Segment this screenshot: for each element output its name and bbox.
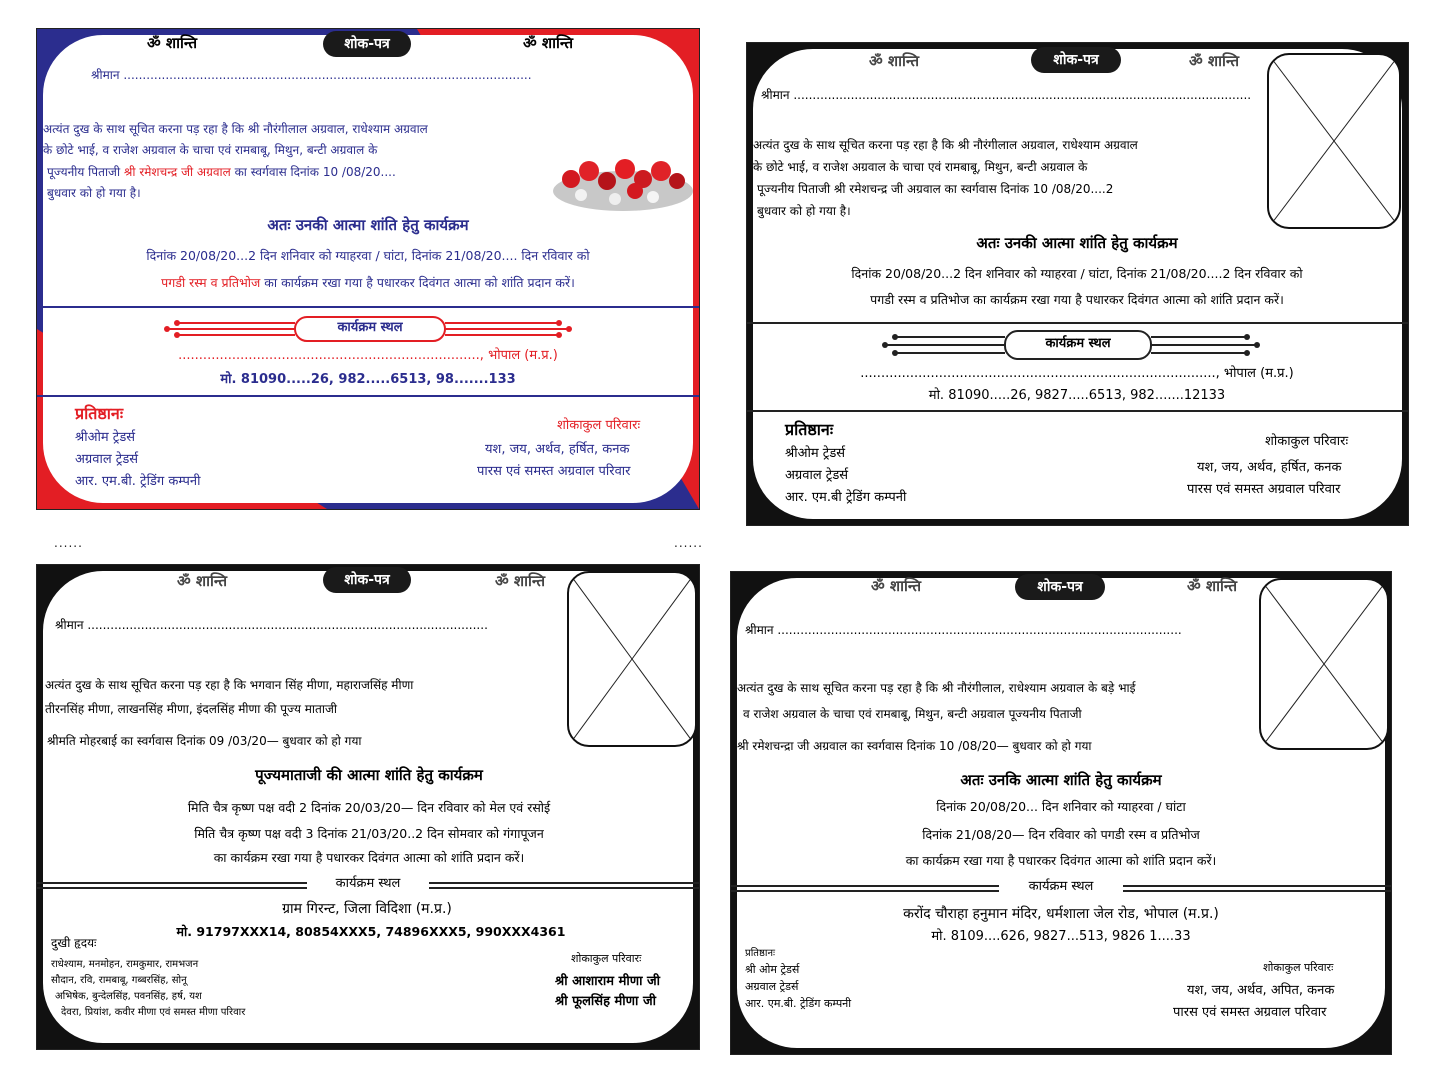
- card-1-decor: [37, 29, 699, 509]
- message-line-1: अत्यंत दुख के साथ सूचित करना पड़ रहा है कि श्री नौरंगीलाल अग्रवाल, राधेश्याम अग्रवाल: [43, 122, 428, 136]
- program-line-1: दिनांक 20/08/20... दिन शनिवार को ग्याहरवा / घांटा: [936, 799, 1186, 814]
- venue-address: ........................................................................., भोपाल (म.प्र.): [178, 348, 558, 363]
- photo-cross-icon: [569, 573, 695, 745]
- shriman-line: श्रीमान ...........................................................................................................: [91, 68, 532, 82]
- program-heading: अतः उनकी आत्मा शांति हेतु कार्यक्रम: [267, 216, 469, 234]
- establishments-title: प्रतिष्ठानः: [745, 948, 776, 959]
- family-title: शोकाकुल परिवारः: [571, 952, 642, 965]
- mourners-title: दुखी हृदयः: [51, 936, 97, 950]
- message-line-2: तीरनसिंह मीणा, लाखनसिंह मीणा, इंदलसिंह मीणा की पूज्य माताजी: [45, 702, 337, 716]
- mourner-line: देवरा, प्रियांश, कवीर मीणा एवं समस्त मीणा परिवार: [61, 1007, 246, 1018]
- establishment-item: आर. एम.बी. ट्रेडिंग कम्पनी: [75, 474, 201, 489]
- card-1: [36, 28, 700, 510]
- program-line-1: मिति चैत्र कृष्ण पक्ष वदी 2 दिनांक 20/03/20— दिन रविवार को मेल एवं रसोई: [187, 800, 551, 815]
- om-shanti-right: ॐ शान्ति: [1189, 52, 1240, 70]
- family-member: पारस एवं समस्त अग्रवाल परिवार: [1173, 1005, 1327, 1020]
- om-shanti-right: ॐ शान्ति: [523, 34, 574, 52]
- program-line-3: का कार्यक्रम रखा गया है पधारकर दिवंगत आत्मा को शांति प्रदान करें।: [905, 853, 1217, 868]
- family-member: यश, जय, अर्थव, हर्षित, कनक: [1197, 460, 1342, 475]
- om-shanti-right: ॐ शान्ति: [495, 572, 546, 590]
- program-line-1: दिनांक 20/08/20...2 दिन शनिवार को ग्याहरवा / घांटा, दिनांक 21/08/20.... दिन रविवार को: [146, 248, 590, 263]
- card-2: [746, 42, 1409, 526]
- phone-numbers: मो. 81090.....26, 982.....6513, 98.......133: [220, 372, 516, 387]
- card-3: [36, 564, 700, 1050]
- title-badge: शोक-पत्र: [1015, 574, 1105, 600]
- cut-mark-right: ......: [674, 536, 703, 550]
- program-line-1: दिनांक 20/08/20...2 दिन शनिवार को ग्याहरवा / घांटा, दिनांक 21/08/20....2 दिन रविवार को: [851, 266, 1303, 281]
- program-heading: पूज्यमाताजी की आत्मा शांति हेतु कार्यक्रम: [255, 766, 483, 784]
- om-shanti-left: ॐ शान्ति: [869, 52, 920, 70]
- message-line-4: बुधवार को हो गया है।: [757, 204, 851, 218]
- establishment-item: अग्रवाल ट्रेडर्स: [745, 980, 799, 993]
- flowers-image: [549, 151, 697, 213]
- ritual-name: पगडी रस्म व प्रतिभोज: [161, 275, 261, 290]
- message-line-2: के छोटे भाई, व राजेश अग्रवाल के चाचा एवं रामबाबू, मिथुन, बन्टी अग्रवाल के: [43, 143, 378, 157]
- venue-address: ग्राम गिरन्ट, जिला विदिशा (म.प्र.): [282, 901, 452, 917]
- mourner-line: अभिषेक, बुन्देलसिंह, पवनसिंह, हर्ष, यश: [55, 991, 202, 1002]
- om-shanti-left: ॐ शान्ति: [147, 34, 198, 52]
- venue-label: कार्यक्रम स्थल: [337, 320, 403, 335]
- family-title: शोकाकुल परिवारः: [557, 418, 641, 433]
- photo-placeholder: [567, 571, 697, 747]
- message-line-3: [47, 166, 396, 180]
- establishments-title: प्रतिष्ठानः: [785, 420, 834, 439]
- venue-address: ......................................................................................, भोपाल (म.प्र.): [860, 366, 1294, 381]
- photo-placeholder: [1259, 578, 1389, 750]
- program-line-2: [161, 276, 575, 290]
- message-line-2: व राजेश अग्रवाल के चाचा एवं रामबाबू, मिथुन, बन्टी अग्रवाल पूज्यनीय पिताजी: [743, 707, 1082, 721]
- message-line-3: श्री रमेशचन्द्रा जी अग्रवाल का स्वर्गवास दिनांक 10 /08/20— बुधवार को हो गया: [737, 739, 1092, 753]
- family-member: श्री आशाराम मीणा जी: [555, 974, 661, 989]
- family-member: पारस एवं समस्त अग्रवाल परिवार: [1187, 482, 1341, 497]
- message-line-3: श्रीमति मोहरबाई का स्वर्गवास दिनांक 09 /03/20— बुधवार को हो गया: [47, 734, 362, 748]
- program-line-2: मिति चैत्र कृष्ण पक्ष वदी 3 दिनांक 21/03/20..2 दिन सोमवार को गंगापूजन: [194, 826, 544, 841]
- establishment-item: आर. एम.बी. ट्रेडिंग कम्पनी: [745, 997, 852, 1010]
- message-line-3: पूज्यनीय पिताजी श्री रमेशचन्द्र जी अग्रवाल का स्वर्गवास दिनांक 10 /08/20....2: [757, 182, 1114, 196]
- program-heading: अतः उनकि आत्मा शांति हेतु कार्यक्रम: [960, 771, 1162, 789]
- photo-cross-icon: [1261, 580, 1387, 748]
- cut-mark-left: ......: [54, 536, 83, 550]
- establishment-item: अग्रवाल ट्रेडर्स: [75, 452, 139, 467]
- photo-cross-icon: [1269, 55, 1399, 227]
- shriman-line: श्रीमान ........................................................................................................................: [761, 88, 1252, 102]
- message-line-1: अत्यंत दुख के साथ सूचित करना पड़ रहा है कि भगवान सिंह मीणा, महाराजसिंह मीणा: [45, 678, 414, 692]
- family-member: यश, जय, अर्थव, अपित, कनक: [1187, 983, 1335, 998]
- establishment-item: श्रीओम ट्रेडर्स: [785, 446, 846, 461]
- card-4: [730, 571, 1392, 1055]
- venue-label: कार्यक्रम स्थल: [1028, 879, 1094, 894]
- phone-numbers: मो. 91797XXX14, 80854XXX5, 74896XXX5, 990XXX4361: [176, 924, 566, 939]
- om-shanti-left: ॐ शान्ति: [871, 577, 922, 595]
- program-line-2-rest: का कार्यक्रम रखा गया है पधारकर दिवंगत आत्मा को शांति प्रदान करें।: [264, 275, 575, 290]
- family-member: यश, जय, अर्थव, हर्षित, कनक: [485, 442, 630, 457]
- establishment-item: श्री ओम ट्रेडर्स: [745, 963, 800, 976]
- title-badge: शोक-पत्र: [1031, 47, 1121, 73]
- establishments-title: प्रतिष्ठानः: [75, 404, 124, 423]
- family-member: श्री फूलसिंह मीणा जी: [555, 994, 656, 1009]
- mourner-line: राधेश्याम, मनमोहन, रामकुमार, रामभजन: [51, 959, 199, 970]
- phone-numbers: मो. 8109....626, 9827...513, 9826 1....33: [931, 929, 1191, 944]
- mourner-line: सौदान, रवि, रामबाबू, गब्बरसिंह, सोनू: [51, 975, 187, 986]
- family-member: पारस एवं समस्त अग्रवाल परिवार: [477, 464, 631, 479]
- program-line-2: पगडी रस्म व प्रतिभोज का कार्यक्रम रखा गया है पधारकर दिवंगत आत्मा को शांति प्रदान करें।: [870, 292, 1284, 307]
- venue-label: कार्यक्रम स्थल: [335, 876, 401, 891]
- program-heading: अतः उनकी आत्मा शांति हेतु कार्यक्रम: [976, 234, 1178, 252]
- family-title: शोकाकुल परिवारः: [1265, 434, 1349, 449]
- message-line-1: अत्यंत दुख के साथ सूचित करना पड़ रहा है कि श्री नौरंगीलाल, राधेश्याम अग्रवाल के बड़े भाई: [737, 681, 1136, 695]
- deceased-name: श्री रमेशचन्द्र जी अग्रवाल: [123, 165, 231, 179]
- om-shanti-right: ॐ शान्ति: [1187, 577, 1238, 595]
- line3-part-a: पूज्यनीय पिताजी: [47, 165, 121, 179]
- title-badge: शोक-पत्र: [323, 31, 411, 57]
- family-title: शोकाकुल परिवारः: [1263, 961, 1334, 974]
- shriman-line: श्रीमान .........................................................................................................: [55, 618, 488, 632]
- line3-part-c: का स्वर्गवास दिनांक 10 /08/20....: [234, 165, 396, 179]
- establishment-item: श्रीओम ट्रेडर्स: [75, 430, 136, 445]
- program-line-3: का कार्यक्रम रखा गया है पधारकर दिवंगत आत्मा को शांति प्रदान करें।: [213, 850, 525, 865]
- message-line-4: बुधवार को हो गया है।: [47, 186, 141, 200]
- shriman-line: श्रीमान ..........................................................................................................: [745, 623, 1182, 637]
- om-shanti-left: ॐ शान्ति: [177, 572, 228, 590]
- photo-placeholder: [1267, 53, 1401, 229]
- program-line-2: दिनांक 21/08/20— दिन रविवार को पगडी रस्म व प्रतिभोज: [922, 827, 1200, 842]
- phone-numbers: मो. 81090.....26, 9827.....6513, 982.......12133: [928, 388, 1226, 403]
- message-line-2: के छोटे भाई, व राजेश अग्रवाल के चाचा एवं रामबाबू, मिथुन, बन्टी अग्रवाल के: [753, 160, 1088, 174]
- venue-address: करोंद चौराहा हनुमान मंदिर, धर्मशाला जेल रोड, भोपाल (म.प्र.): [903, 906, 1219, 922]
- message-line-1: अत्यंत दुख के साथ सूचित करना पड़ रहा है कि श्री नौरंगीलाल अग्रवाल, राधेश्याम अग्रवाल: [753, 138, 1138, 152]
- establishment-item: आर. एम.बी ट्रेडिंग कम्पनी: [785, 490, 907, 505]
- title-badge: शोक-पत्र: [323, 567, 411, 593]
- establishment-item: अग्रवाल ट्रेडर्स: [785, 468, 849, 483]
- venue-label: कार्यक्रम स्थल: [1045, 336, 1111, 351]
